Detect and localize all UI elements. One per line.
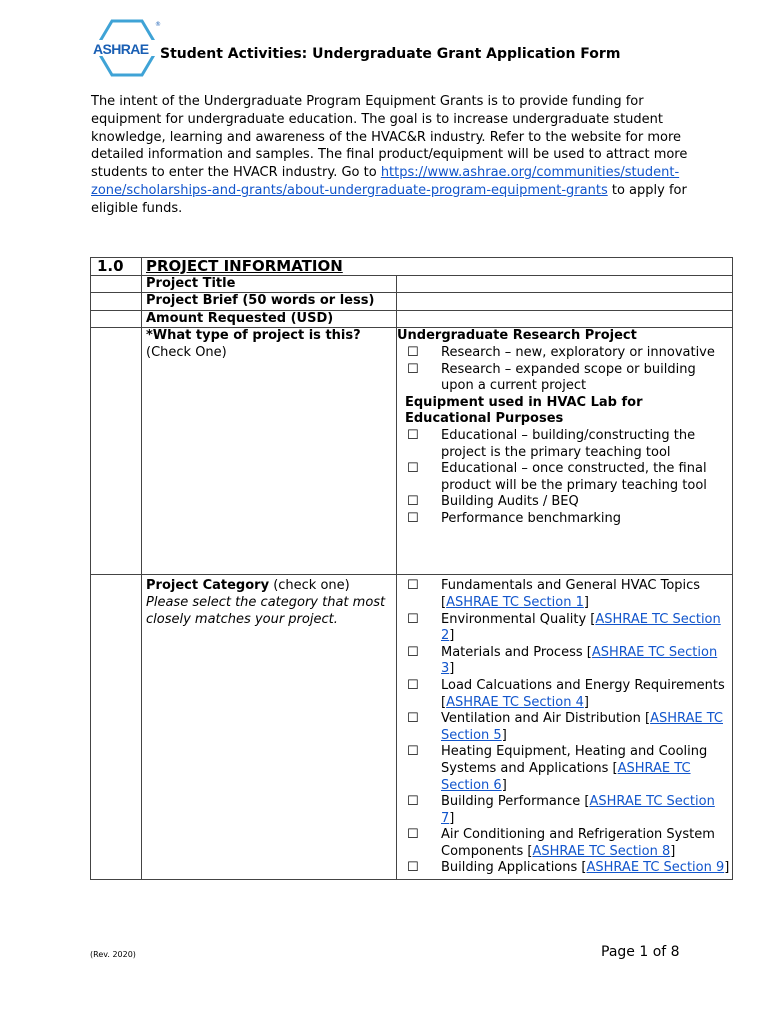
category-text: Building Performance (441, 794, 581, 810)
category-text: Building Applications (441, 860, 578, 876)
category-text: Environmental Quality (441, 611, 587, 627)
project-category-row (91, 575, 733, 880)
project-type-option[interactable] (397, 428, 732, 461)
checkbox[interactable]: ☐ (407, 344, 419, 360)
logo-text: ASHRAE (93, 41, 149, 57)
checkbox[interactable]: ☐ (407, 578, 419, 594)
project-title-field[interactable] (397, 275, 733, 293)
grant-info-link[interactable]: https://www.ashrae.org/communities/student-zone/scholarships-and-grants/about-undergraduate-program-equipment-grants (91, 165, 680, 198)
category-option[interactable] (397, 794, 732, 827)
category-text: Fundamentals and General HVAC Topics (441, 578, 701, 594)
checkbox[interactable]: ☐ (407, 361, 419, 377)
category-option[interactable] (397, 744, 732, 794)
amount-row (91, 310, 733, 328)
project-title-row (91, 275, 733, 293)
project-information-table (90, 257, 733, 880)
project-type-hint: (Check One) (146, 344, 227, 360)
checkbox[interactable]: ☐ (407, 711, 419, 727)
category-label: Building Applications [ASHRAE TC Section 9] (441, 860, 730, 876)
category-tc-link[interactable]: ASHRAE TC Section 3 (441, 644, 718, 677)
checkbox[interactable]: ☐ (407, 860, 419, 876)
section-title: PROJECT INFORMATION (142, 258, 733, 276)
project-type-option[interactable] (397, 494, 732, 511)
project-category-hint: Please select the category that most closely matches your project. (146, 594, 386, 627)
checkbox[interactable]: ☐ (407, 827, 419, 843)
category-tc-link[interactable]: ASHRAE TC Section 5 (441, 711, 723, 743)
form-title: Student Activities: Undergraduate Grant Application Form (160, 46, 621, 62)
amount-field[interactable] (397, 310, 733, 328)
option-label: Research – new, exploratory or innovative (441, 344, 715, 360)
category-option[interactable] (397, 645, 732, 678)
checkbox[interactable]: ☐ (407, 644, 419, 660)
project-brief-row (91, 293, 733, 311)
checkbox[interactable]: ☐ (407, 461, 419, 477)
category-text: Heating Equipment, Heating and Cooling Systems and Applications (441, 744, 708, 776)
checkbox[interactable]: ☐ (407, 744, 419, 760)
project-type-option[interactable] (397, 345, 732, 362)
section-number: 1.0 (91, 258, 142, 276)
category-tc-link[interactable]: ASHRAE TC Section 7 (441, 794, 715, 826)
checkbox[interactable]: ☐ (407, 611, 419, 627)
category-option[interactable] (397, 612, 732, 645)
amount-label: Amount Requested (USD) (142, 310, 397, 328)
project-title-label: Project Title (142, 275, 397, 293)
option-label: Performance benchmarking (441, 510, 621, 526)
category-label: Building Performance [ASHRAE TC Section 7] (441, 794, 715, 826)
checkbox[interactable]: ☐ (407, 427, 419, 443)
section-header-row (91, 258, 733, 276)
category-option[interactable] (397, 711, 732, 744)
category-option[interactable] (397, 578, 732, 611)
option-label: Building Audits / BEQ (441, 494, 579, 510)
option-label: Research – expanded scope or building upon a current project (441, 361, 696, 394)
option-label: Educational – building/constructing the project is the primary teaching tool (441, 427, 696, 460)
project-type-option[interactable] (397, 511, 732, 528)
option-group-heading: Undergraduate Research Project (397, 328, 637, 344)
category-label: Ventilation and Air Distribution [ASHRAE TC Section 5] (441, 711, 723, 743)
category-label: Load Calcuations and Energy Requirements [ASHRAE TC Section 4] (441, 677, 725, 710)
project-type-row (91, 328, 733, 575)
category-text: Materials and Process (441, 644, 583, 660)
category-tc-link[interactable]: ASHRAE TC Section 2 (441, 611, 721, 644)
category-text: Load Calcuations and Energy Requirements (441, 677, 725, 693)
project-type-option[interactable] (397, 461, 732, 494)
category-label: Materials and Process [ASHRAE TC Section 3] (441, 644, 718, 677)
category-tc-link[interactable]: ASHRAE TC Section 9 (586, 860, 725, 876)
category-label: Air Conditioning and Refrigeration System Components [ASHRAE TC Section 8] (441, 827, 715, 859)
category-option[interactable] (397, 860, 732, 877)
category-option[interactable] (397, 827, 732, 860)
checkbox[interactable]: ☐ (407, 794, 419, 810)
option-label: Educational – once constructed, the final product will be the primary teaching tool (441, 461, 707, 493)
project-category-suffix: (check one) (269, 578, 350, 594)
intro-suffix: to apply for eligible funds. (91, 182, 687, 216)
project-category-options (397, 575, 733, 880)
project-category-label: Project Category (146, 578, 270, 594)
intro-paragraph (91, 93, 691, 218)
project-type-options (397, 328, 733, 575)
project-type-label: *What type of project is this? (146, 328, 361, 344)
category-text: Air Conditioning and Refrigeration System Components (441, 827, 715, 859)
category-label: Heating Equipment, Heating and Cooling Systems and Applications [ASHRAE TC Section 6] (441, 744, 708, 793)
page-number: Page 1 of 8 (601, 944, 680, 960)
ashrae-logo (92, 18, 162, 78)
checkbox[interactable]: ☐ (407, 510, 419, 526)
category-tc-link[interactable]: ASHRAE TC Section 8 (532, 843, 671, 859)
svg-text:®: ® (155, 21, 161, 28)
category-label: Fundamentals and General HVAC Topics [ASHRAE TC Section 1] (441, 578, 701, 610)
option-group-heading: Equipment used in HVAC Lab for Educational Purposes (405, 394, 643, 427)
category-tc-link[interactable]: ASHRAE TC Section 6 (441, 760, 691, 793)
category-tc-link[interactable]: ASHRAE TC Section 4 (446, 694, 584, 710)
intro-text: The intent of the Undergraduate Program Equipment Grants is to provide funding for equipment for undergraduate education. The goal is to increase undergraduate student knowledge, learning and awareness of the HVAC&R industry. Refer to the website for more detailed information and samples. The final product/equipment will be used to attract more students to enter the HVACR industry. Go to (91, 94, 688, 181)
checkbox[interactable]: ☐ (407, 494, 419, 510)
project-brief-field[interactable] (397, 293, 733, 311)
project-type-option[interactable] (397, 362, 732, 395)
revision-note: (Rev. 2020) (90, 950, 136, 959)
category-tc-link[interactable]: ASHRAE TC Section 1 (446, 594, 584, 610)
checkbox[interactable]: ☐ (407, 677, 419, 693)
category-label: Environmental Quality [ASHRAE TC Section 2] (441, 611, 721, 644)
category-text: Ventilation and Air Distribution (441, 711, 641, 727)
category-option[interactable] (397, 678, 732, 711)
project-brief-label: Project Brief (50 words or less) (142, 293, 397, 311)
